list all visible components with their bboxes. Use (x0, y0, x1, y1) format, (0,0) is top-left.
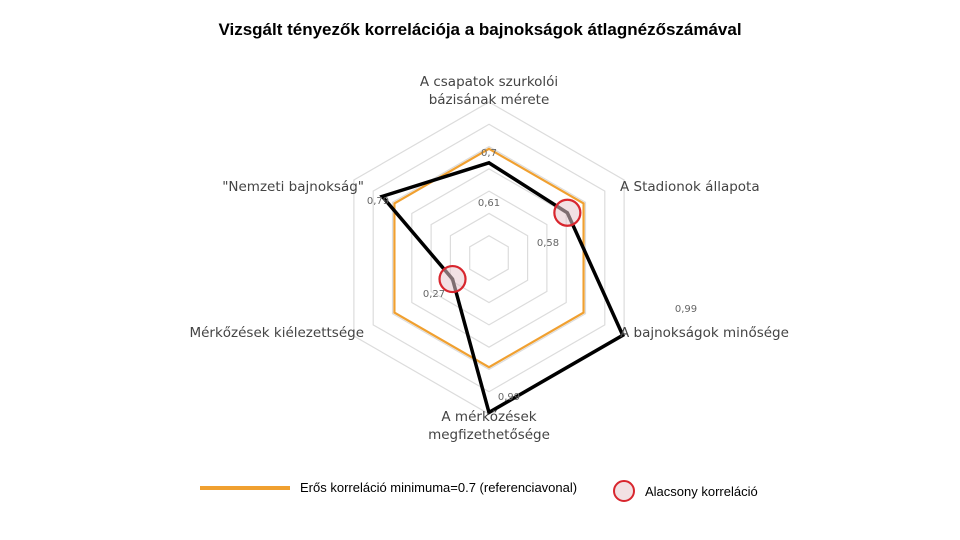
axis-label-3: A mérkőzések (441, 409, 537, 425)
grid-ring (393, 147, 586, 370)
axis-label-5: "Nemzeti bajnokság" (222, 179, 364, 195)
value-label: 0,99 (497, 392, 521, 403)
legend-reference-label: Erős korreláció minimuma=0.7 (referenciavonal) (300, 480, 578, 495)
axis-label-0: A csapatok szurkolói (419, 74, 559, 90)
value-label: 0,99 (674, 304, 698, 315)
reference-series-line (394, 149, 583, 367)
legend-low-correlation (613, 480, 758, 502)
reference-line-swatch (200, 486, 290, 490)
legend-low-label: Alacsony korreláció (645, 483, 758, 499)
grid-ring (431, 191, 547, 325)
value-label: 0,79 (366, 196, 390, 207)
axis-label-1: A Stadionok állapota (620, 179, 760, 195)
correlation-series-line (382, 163, 622, 413)
axis-label-0: bázisának mérete (428, 92, 550, 108)
grid-ring (470, 236, 509, 281)
value-label: 0,61 (477, 198, 501, 209)
axis-label-3: megfizethetősége (428, 427, 550, 443)
circle-marker-swatch (613, 480, 635, 502)
axis-label-2: A bajnokságok minősége (620, 325, 789, 341)
legend-reference (200, 480, 577, 495)
value-label: 0,27 (422, 289, 446, 300)
chart-title: Vizsgált tényezők korrelációja a bajnokságok átlagnézőszámával (218, 20, 742, 39)
value-label: 0,58 (536, 238, 560, 249)
low-correlation-markers (440, 200, 581, 292)
low-correlation-marker (554, 200, 580, 226)
axis-labels (189, 74, 788, 443)
value-label: 0,7 (481, 148, 497, 159)
axis-label-4: Mérkőzések kiélezettsége (189, 325, 364, 341)
